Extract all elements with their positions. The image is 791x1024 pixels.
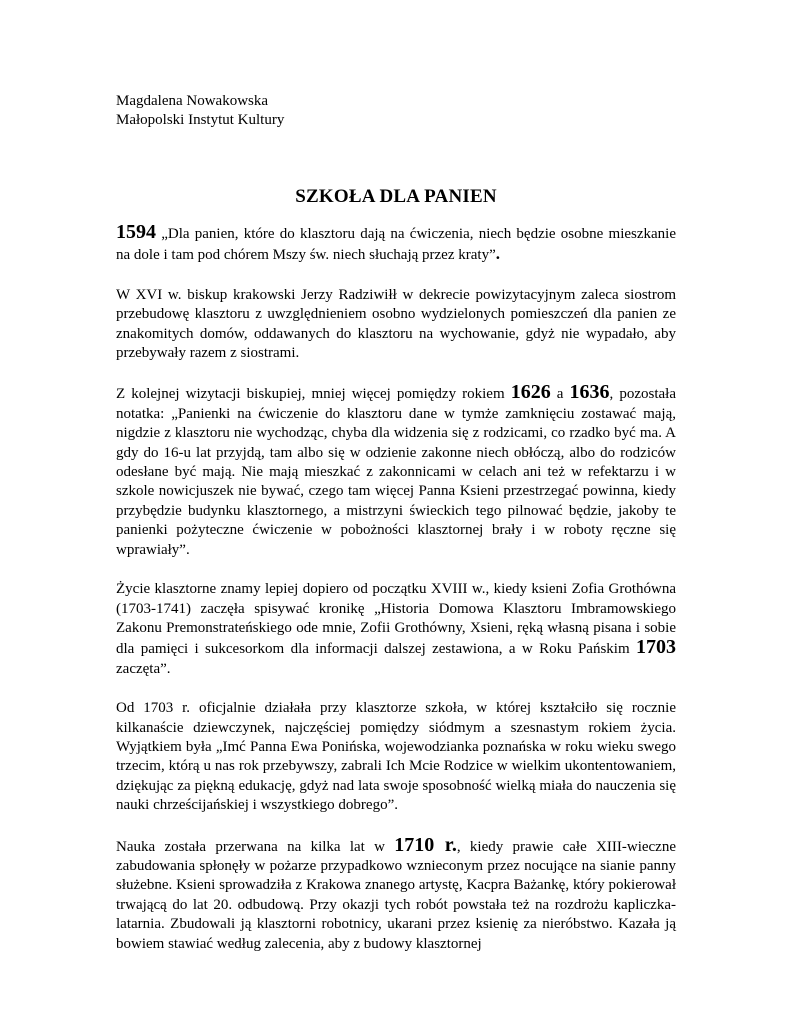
author-name: Magdalena Nowakowska [116,93,269,109]
paragraph-1-end: . [495,244,500,264]
paragraph-5: Od 1703 r. oficjalnie działała przy klasztorze szkoła, w której kształciło się rocznie kilkanaście dziewczynek, najczęściej pomiędzy siódmym a szesnastym rokiem życia. Wyjątkiem była „Imć Panna Ewa Ponińska, wojewodzianka poznańska w roku wieku swego trzecim, którą u nas rok przebywszy, zabrali Ich Mcie Rodzice w wielkim ukontentowaniem, dziękując za piękną edukację, gdyż nad lata swoje sposobność wielką miała do nauczenia się nauki chrześcijańskiej i wszystkiego dobrego”. [116,700,676,814]
document-page [116,92,676,954]
year-1626: 1626 [510,381,551,404]
year-1636: 1636 [569,381,610,404]
paragraph-6 [116,833,676,954]
paragraph-6-text-a: Nauka została przerwana na kilka lat w [116,838,395,855]
paragraph-4-text-a: Życie klasztorne znamy lepiej dopiero od początku XVIII w., kiedy ksieni Zofia Grothówna (1703-1741) zaczęła spisywać kronikę „Historia Domowa Klasztoru Imbramowskiego Zakonu Premonstrateńskiego ode mnie, Zofii Grothówny, Xsieni, ręką własną pisana i sobie dla pamięci i sukcesorkom dla informacji dalszej zestawiona, a w Roku Pańskim [116,581,676,658]
author-institution: Małopolski Instytut Kultury [116,112,285,128]
paragraph-3-text-b: a [550,386,570,403]
paragraph-3-text-c: , pozostała notatka: „Panienki na ćwiczenie do klasztoru dane w tymże zamknięciu zostawać mają, nigdzie z klasztoru nie wychodząc, chyba dla widzenia się z rodzicami, co rzadko być ma. A gdy do 16-u lat przyjdą, tam albo się w odzienie zakonne niech obłóczą, albo do rodziców odesłane być mają. Nie mają mieszkać z zakonnicami w celach ani też w refektarzu i w szkole nowicjuszek nie bywać, czego tam więcej Panna Ksieni przestrzegać powinna, kiedy przybędzie budynku klasztornego, a mistrzyni świeckich tego pilnować będzie, jakoby te panienki pożyteczne ćwiczenie w pobożności klasztornej brały i w roboty ręczne się wprawiały”. [116,386,676,558]
year-1710: 1710 r. [394,833,457,856]
paragraph-4-text-b: zaczęta”. [116,660,171,677]
paragraph-3 [116,383,676,560]
year-1594: 1594 [116,221,156,243]
paragraph-4 [116,580,676,679]
paragraph-1 [116,223,676,266]
paragraph-3-text-a: Z kolejnej wizytacji biskupiej, mniej więcej pomiędzy rokiem [116,386,511,403]
paragraph-1-text: „Dla panien, które do klasztoru dają na ćwiczenia, niech będzie osobne mieszkanie na dole i tam pod chórem Mszy św. niech słuchają przez kraty” [116,226,676,264]
year-1703: 1703 [636,636,676,659]
paragraph-2: W XVI w. biskup krakowski Jerzy Radziwiłł w dekrecie powizytacyjnym zaleca siostrom przebudowę klasztoru z uwzględnieniem osobno wydzielonych pomieszczeń dla panien ze znakomitych domów, oddawanych do klasztoru na wychowanie, gdyż nie wypadało, aby przebywały razem z siostrami. [116,286,676,362]
document-title: SZKOŁA DLA PANIEN [295,186,497,207]
paragraph-6-text-b: , kiedy prawie całe XIII-wieczne zabudowania spłonęły w pożarze przypadkowo wznieconym przez nocujące na sianie panny służebne. Ksieni sprowadziła z Krakowa znanego artystę, Kacpra Bażankę, który pokierował trwającą do lat 20. odbudową. Przy okazji tych robót powstała też na rozdrożu kapliczka-latarnia. Zbudowali ją klasztorni robotnicy, ukarani przez ksienię za nieróbstwo. Kazała ją bowiem stawiać według zalecenia, aby z budowy klasztornej [116,838,676,952]
